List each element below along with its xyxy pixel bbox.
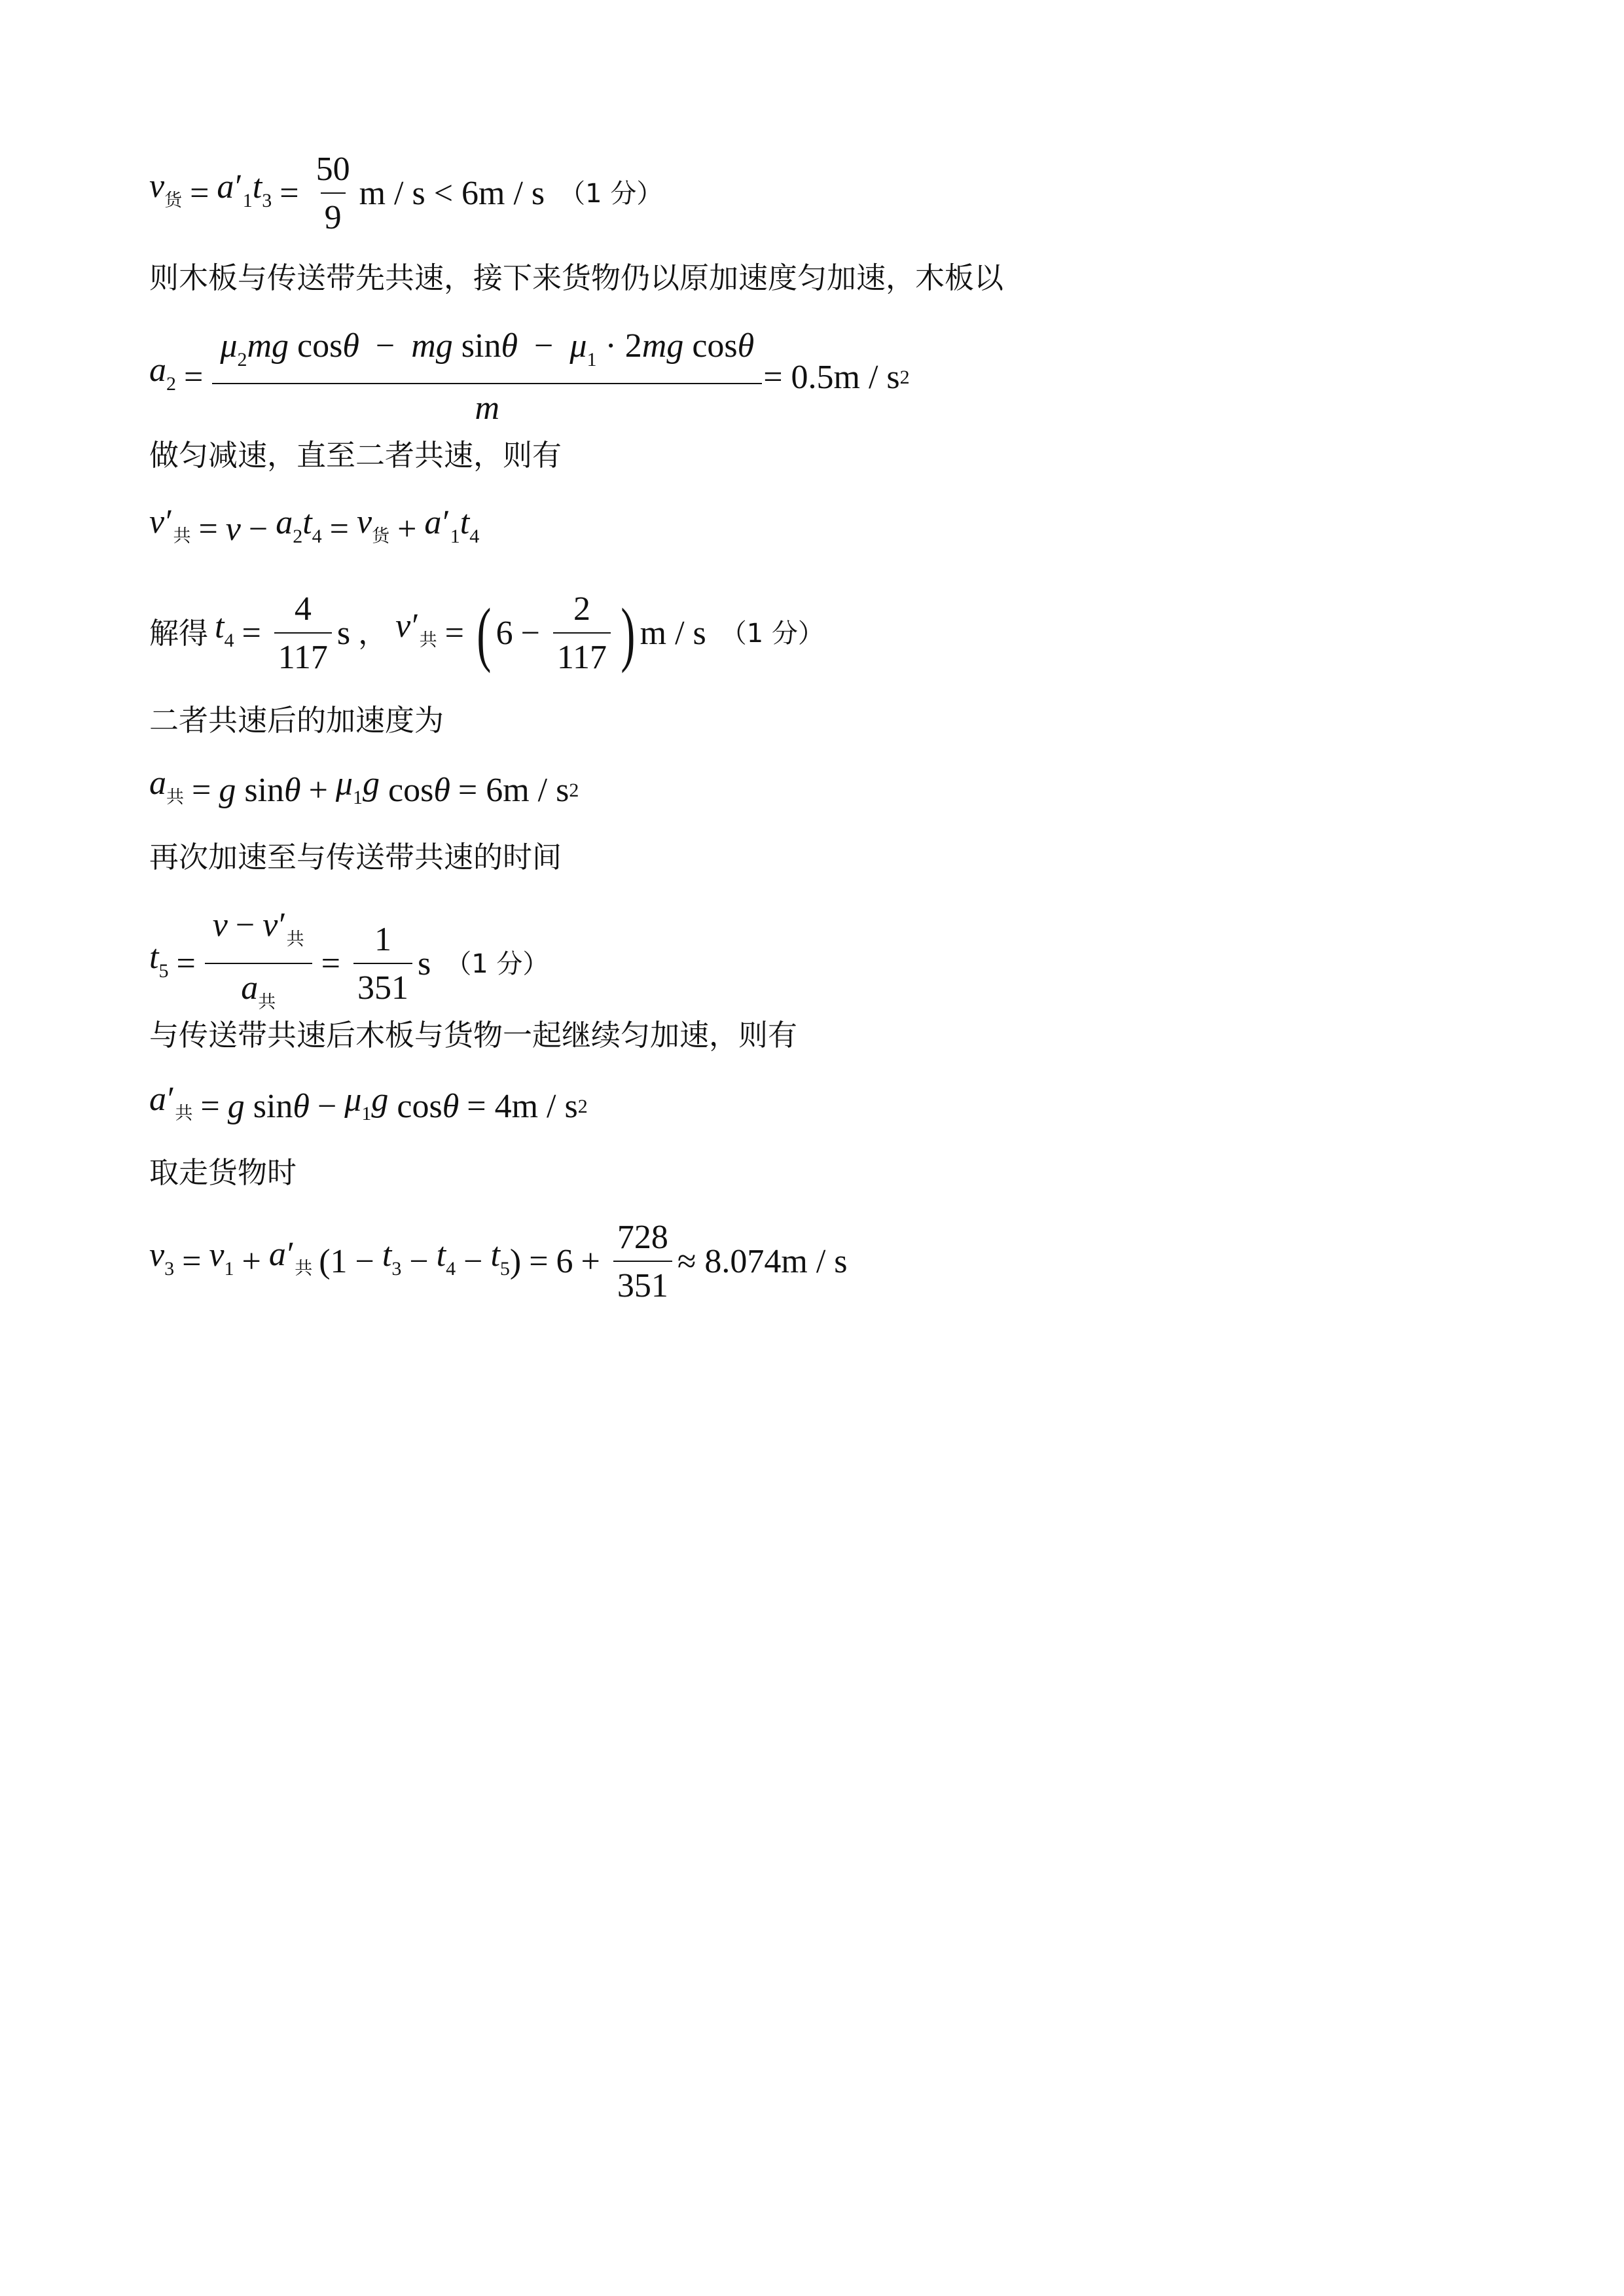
sym: $v_货$ — [149, 168, 183, 211]
fraction: $\frac{4}{117}$ — [274, 589, 332, 678]
equation-a-common: $a_共$ = g sin θ + $\mu_1g$ cos θ = 6m / s 2 — [149, 764, 579, 809]
equation-v-common: $v'_共$ = v − $a_2t_4$ = $v_货$ + $a'_1t_4$ — [149, 503, 480, 548]
equation-a2: $a_2$ = $\mu_2mg$ cosθ − mg $\sin\theta - \mu_1 \cdot 2mg$ cosθ m = 0.5m / s 2 — [149, 326, 910, 429]
equation-a-common-prime: $a'_共$ = g sin θ − $\mu_1g$ cos θ = 4m / s 2 — [149, 1081, 588, 1125]
score-note: （1 分） — [445, 949, 549, 979]
paragraph: 取走货物时 — [149, 1157, 297, 1189]
fraction: $\frac{v - v'_共}{a_共}$ — [209, 905, 308, 1023]
fraction: $\frac{2}{117}$ — [553, 589, 611, 678]
equation-t5: $t_5$ = $\frac{v - v'_共}{a_共}$ = $\frac{1}{351}$ s （1 分） — [149, 905, 549, 1023]
fraction: $\frac{50}{9}$ — [312, 149, 354, 238]
fraction: $\frac{728}{351}$ — [613, 1217, 672, 1306]
paragraph: 做匀减速，直至二者共速，则有 — [149, 439, 562, 472]
score-note: （1 分） — [720, 619, 824, 649]
paragraph: 则木板与传送带先共速，接下来货物仍以原加速度匀加速，木板以 — [149, 262, 1004, 295]
paragraph: 与传送带共速后木板与货物一起继续匀加速，则有 — [149, 1019, 798, 1052]
equation-v3: $v_3$ = $v_1$ + $a'_共$ ( 1 − $t_3$ − $t_4$ − $t_5$ ) = 6 + $\frac{728}{351}$ ≈ 8.074m / s — [149, 1217, 848, 1306]
paragraph: 再次加速至与传送带共速的时间 — [149, 841, 562, 874]
sym: $a'_1t_3$ — [217, 168, 272, 211]
fraction: $\frac{1}{351}$ — [353, 920, 412, 1009]
equation-solve-t4: 解得 $t_4$ = $\frac{4}{117}$ s ， $v'_共$ = ( 6 − $\frac{2}{117}$ ) m / s （1 分） — [149, 589, 824, 678]
equation-v-cargo: $v_货$ = $a'_1t_3$ = $\frac{50}{9}$ m / s < 6m / s （1 分） — [149, 149, 662, 238]
score-note: （1 分） — [559, 179, 663, 209]
fraction: $\mu_2mg$ cosθ − mg $\sin\theta - \mu_1 \cdot 2mg$ cosθ m — [216, 326, 758, 429]
paragraph: 二者共速后的加速度为 — [149, 704, 444, 737]
